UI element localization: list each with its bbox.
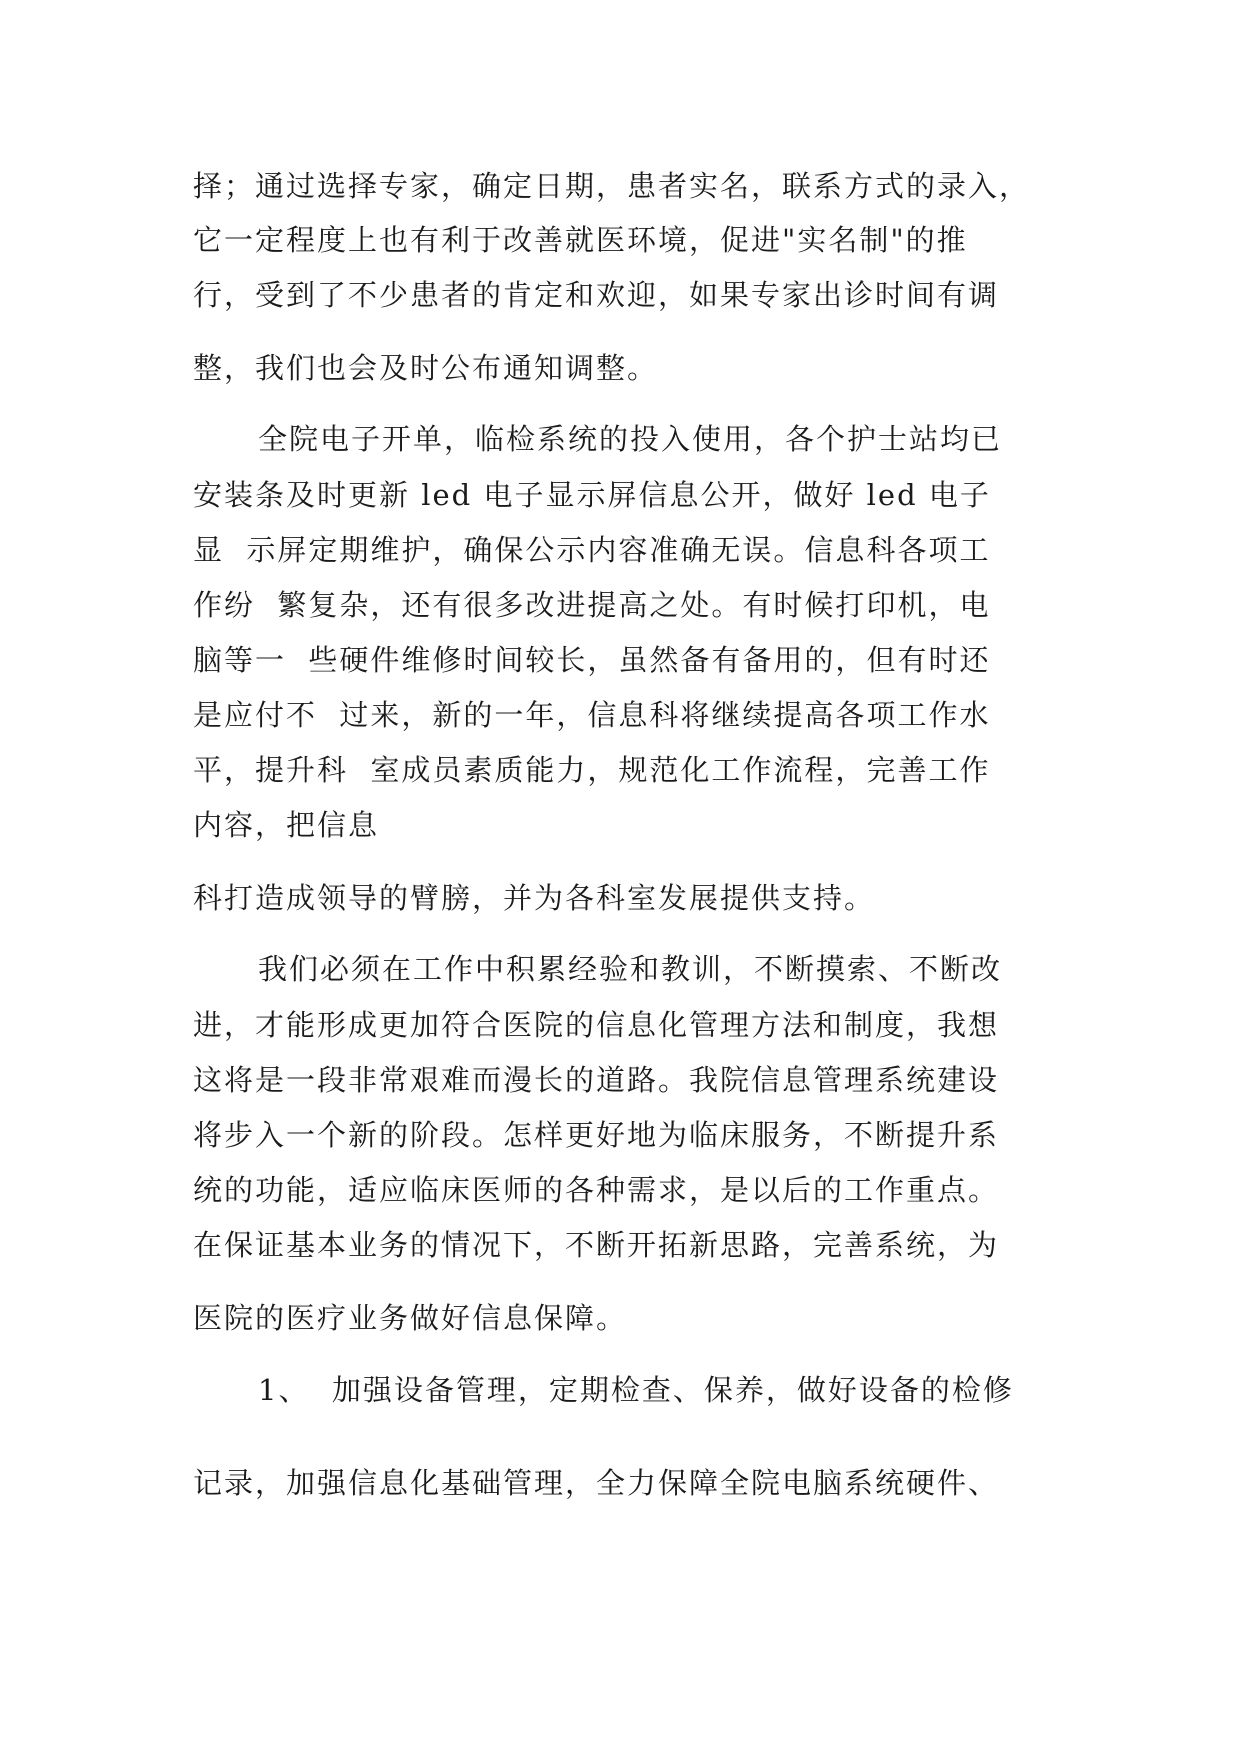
text-line: 行，受到了不少患者的肯定和欢迎，如果专家出诊时间有调 [193,278,1000,312]
text-line: 脑等一 些硬件维修时间较长，虽然备有备用的，但有时还 [193,643,991,677]
text-line: 我们必须在工作中积累经验和教训，不断摸索、不断改 [258,952,1003,986]
text-line: 是应付不 过来，新的一年，信息科将继续提高各项工作水 [193,698,991,732]
text-line: 在保证基本业务的情况下，不断开拓新思路，完善系统，为 [193,1228,1000,1262]
text-line: 统的功能，适应临床医师的各种需求，是以后的工作重点。 [193,1173,1000,1207]
text-line: 整，我们也会及时公布通知调整。 [193,351,659,385]
text-line: 这将是一段非常艰难而漫长的道路。我院信息管理系统建设 [193,1063,1000,1097]
text-line: 作纷 繁复杂，还有很多改进提高之处。有时候打印机，电 [193,588,991,622]
text-line: 记录，加强信息化基础管理，全力保障全院电脑系统硬件、 [193,1466,1000,1500]
text-line: 医院的医疗业务做好信息保障。 [193,1301,628,1335]
text-line: 平，提升科 室成员素质能力，规范化工作流程，完善工作 [193,753,991,787]
text-line: 进，才能形成更加符合医院的信息化管理方法和制度，我想 [193,1008,1000,1042]
text-line: 显 示屏定期维护，确保公示内容准确无误。信息科各项工 [193,533,991,567]
text-line: 内容，把信息 [193,808,380,842]
text-line: 科打造成领导的臂膀，并为各科室发展提供支持。 [193,881,876,915]
text-line: 1、 加强设备管理，定期检查、保养，做好设备的检修 [258,1373,1014,1407]
text-line: 安装条及时更新 led 电子显示屏信息公开，做好 led 电子 [193,478,991,512]
text-line: 它一定程度上也有利于改善就医环境，促进"实名制"的推 [193,223,968,257]
text-line: 择；通过选择专家，确定日期，患者实名，联系方式的录入， [193,169,1031,203]
text-line: 将步入一个新的阶段。怎样更好地为临床服务，不断提升系 [193,1118,1000,1152]
text-line: 全院电子开单，临检系统的投入使用，各个护士站均已 [258,422,1003,456]
